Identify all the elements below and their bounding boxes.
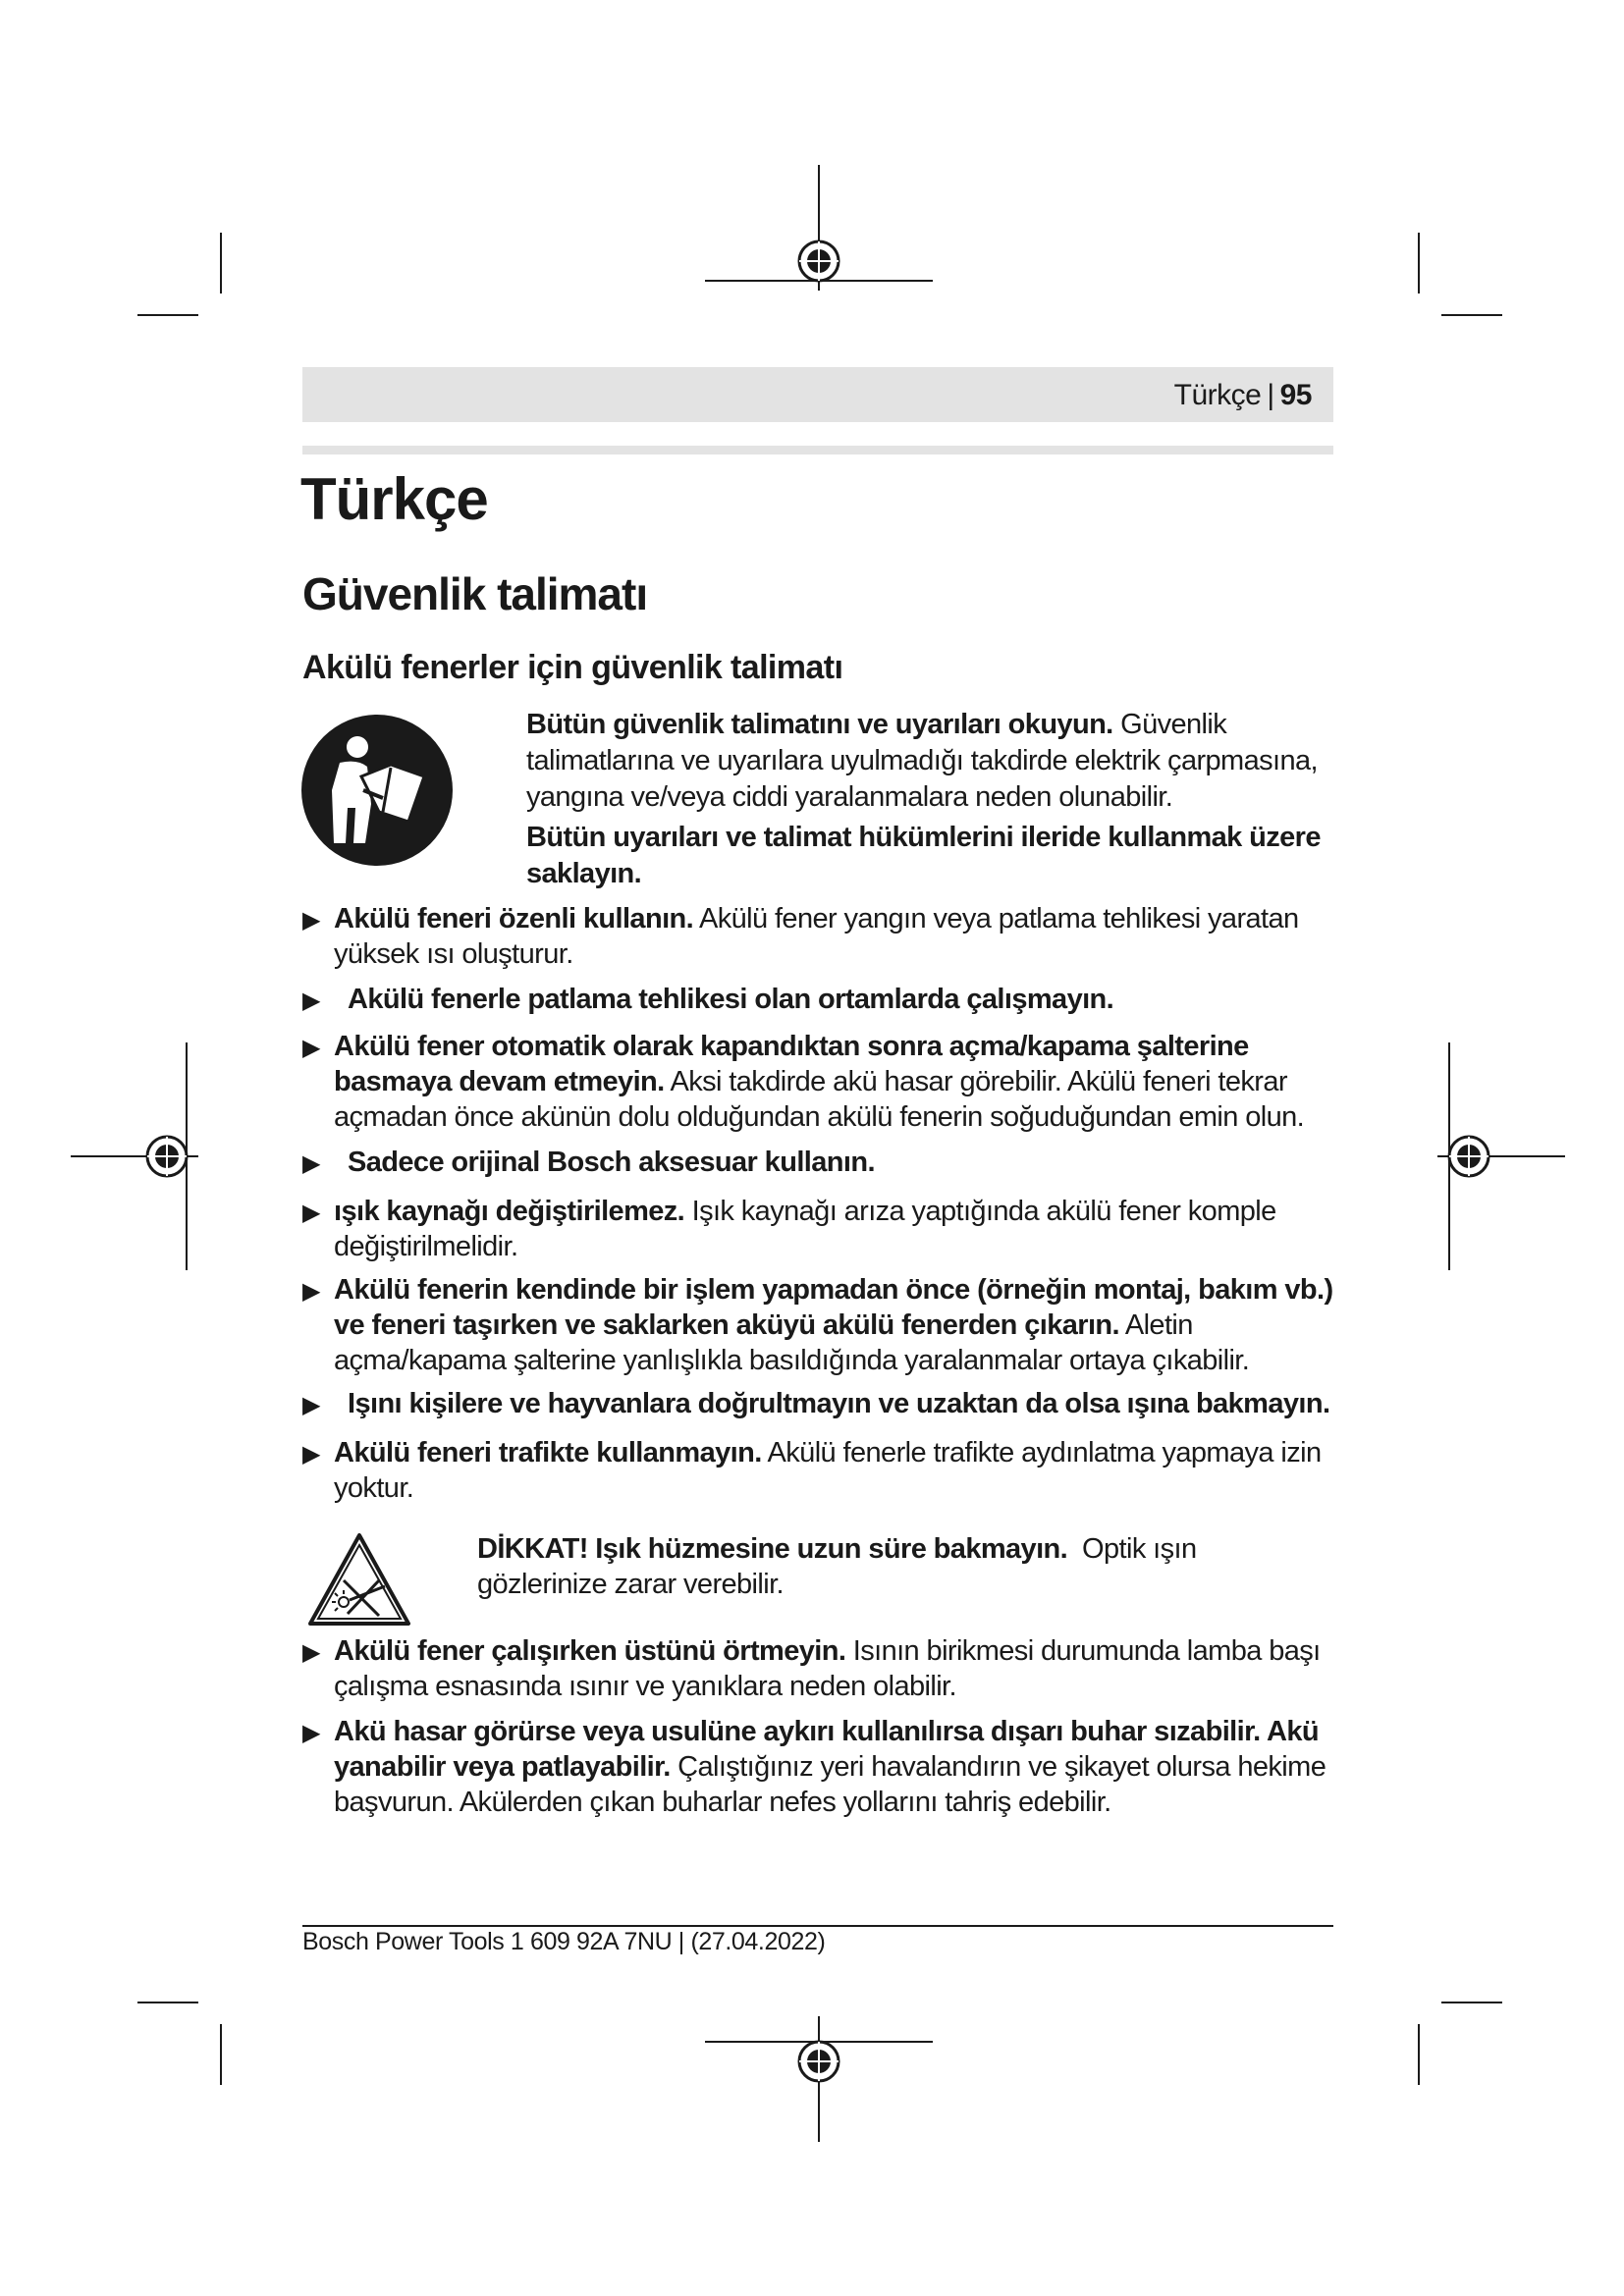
list-item-text (334, 1194, 1343, 1264)
intro-paragraph (526, 820, 1331, 892)
laser-warning-text (477, 1531, 1322, 1602)
list-item (302, 1386, 1343, 1421)
section-title: Güvenlik talimatı (302, 568, 648, 619)
list-item-bold: Akülü fener çalışırken üstünü örtmeyin. (334, 1635, 846, 1667)
list-item (302, 1145, 1343, 1180)
list-item (302, 901, 1343, 972)
list-item-text (334, 1633, 1343, 1704)
list-item-body: Aletin açma/kapama şalterine yanlışlıkla basıldığında yaralanmalar ortaya çıkabilir. (334, 1309, 1250, 1376)
footer-rule (302, 1925, 1333, 1927)
crop-mark (1418, 233, 1420, 294)
intro-bold: Bütün uyarıları ve talimat hükümlerini ileride kullanmak üzere saklayın. (526, 822, 1321, 889)
list-item-text (348, 1145, 1343, 1180)
list-item-text (334, 1029, 1343, 1135)
bullet-icon: ▶ (302, 1392, 320, 1418)
list-item-bold: Işını kişilere ve hayvanlara doğrultmayın ve uzaktan da olsa ışına bakmayın. (348, 1388, 1330, 1419)
header-separator: | (1267, 379, 1274, 411)
list-item-bold: Akülü fenerle patlama tehlikesi olan ortamlarda çalışmayın. (348, 984, 1114, 1015)
list-item-bold: Sadece orijinal Bosch aksesuar kullanın. (348, 1147, 875, 1178)
crop-mark (137, 2002, 198, 2003)
bullet-icon: ▶ (302, 1150, 320, 1177)
list-item-text (348, 982, 1343, 1017)
list-item-bold: Akülü fener otomatik olarak kapandıktan sonra açma/kapama şalterine basmaya devam etmeyin. (334, 1031, 1249, 1097)
header-language: Türkçe (1173, 379, 1262, 411)
list-item (302, 1633, 1343, 1704)
page-header (302, 367, 1333, 422)
list-item-bold: Akülü fenerin kendinde bir işlem yapmadan önce (örneğin montaj, bakım vb.) ve feneri taşırken ve saklarken aküyü akülü fenerden çıkarın. (334, 1274, 1333, 1341)
bullet-icon: ▶ (302, 988, 320, 1014)
bullet-icon: ▶ (302, 1278, 320, 1305)
list-item-body: Aksi takdirde akü hasar görebilir. Akülü feneri tekrar açmadan önce akünün dolu olduğundan akülü fenerin soğuduğundan emin olun. (334, 1066, 1305, 1133)
intro-text (526, 707, 1331, 892)
bullet-icon: ▶ (302, 907, 320, 934)
list-item-text (334, 1272, 1343, 1378)
warning-bold: DİKKAT! Işık hüzmesine uzun süre bakmayın. (477, 1533, 1068, 1565)
footer-text: Bosch Power Tools 1 609 92A 7NU | (27.04.2022) (302, 1928, 826, 1955)
crop-mark (137, 314, 198, 316)
header-text (1174, 379, 1312, 412)
bullet-icon: ▶ (302, 1720, 320, 1746)
list-item-body: Isının birikmesi durumunda lamba başı çalışma esnasında ısınır ve yanıklara neden olabilir. (334, 1635, 1321, 1702)
intro-body: Güvenlik talimatlarına ve uyarılara uyulmadığı takdirde elektrik çarpmasına, yangına ve/veya ciddi yaralanmalara neden olunabilir. (526, 709, 1319, 813)
list-item (302, 1194, 1343, 1264)
list-item (302, 982, 1343, 1017)
list-item-body: Akülü fener yangın veya patlama tehlikesi yaratan yüksek ısı oluşturur. (334, 903, 1299, 970)
list-item-bold: Akülü feneri trafikte kullanmayın. (334, 1437, 762, 1468)
intro-paragraph (526, 707, 1331, 816)
list-item (302, 1435, 1343, 1506)
registration-mark-icon (1437, 1042, 1565, 1270)
list-item-text (334, 901, 1343, 972)
read-manual-icon (300, 714, 454, 867)
crop-mark (1441, 314, 1502, 316)
registration-mark-icon (705, 1973, 933, 2142)
bullet-icon: ▶ (302, 1035, 320, 1061)
crop-mark (1441, 2002, 1502, 2003)
list-item (302, 1272, 1343, 1378)
list-item-body: Işık kaynağı arıza yaptığında akülü fener komple değiştirilmelidir. (334, 1196, 1276, 1262)
bullet-icon: ▶ (302, 1639, 320, 1666)
intro-bold: Bütün güvenlik talimatını ve uyarıları okuyun. (526, 709, 1113, 740)
list-item-text (334, 1435, 1343, 1506)
list-item (302, 1714, 1343, 1820)
list-item-bold: Akülü feneri özenli kullanın. (334, 903, 694, 934)
list-item-bold: ışık kaynağı değiştirilemez. (334, 1196, 685, 1227)
list-item-text (334, 1714, 1343, 1820)
subsection-title: Akülü fenerler için güvenlik talimatı (302, 649, 843, 686)
warning-body: Optik ışın gözlerinize zarar verebilir. (477, 1533, 1204, 1600)
list-item-body: Çalıştığınız yeri havalandırın ve şikayet olursa hekime başvurun. Akülerden çıkan buharlar nefes yollarını tahriş edebilir. (334, 1751, 1326, 1818)
list-item-bold: Akü hasar görürse veya usulüne aykırı kullanılırsa dışarı buhar sızabilir. Akü yanabilir veya patlayabilir. (334, 1716, 1319, 1783)
list-item-body: Akülü fenerle trafikte aydınlatma yapmaya izin yoktur. (334, 1437, 1322, 1504)
header-rule (302, 446, 1333, 454)
list-item (302, 1029, 1343, 1135)
list-item-text (348, 1386, 1343, 1421)
crop-mark (1418, 2024, 1420, 2085)
page-title: Türkçe (300, 466, 488, 532)
bullet-icon: ▶ (302, 1441, 320, 1468)
page-number: 95 (1279, 379, 1312, 411)
registration-mark-icon (705, 165, 933, 334)
laser-warning-icon (306, 1531, 412, 1629)
crop-mark (220, 233, 222, 294)
registration-mark-icon (71, 1042, 198, 1270)
crop-mark (220, 2024, 222, 2085)
bullet-icon: ▶ (302, 1200, 320, 1226)
